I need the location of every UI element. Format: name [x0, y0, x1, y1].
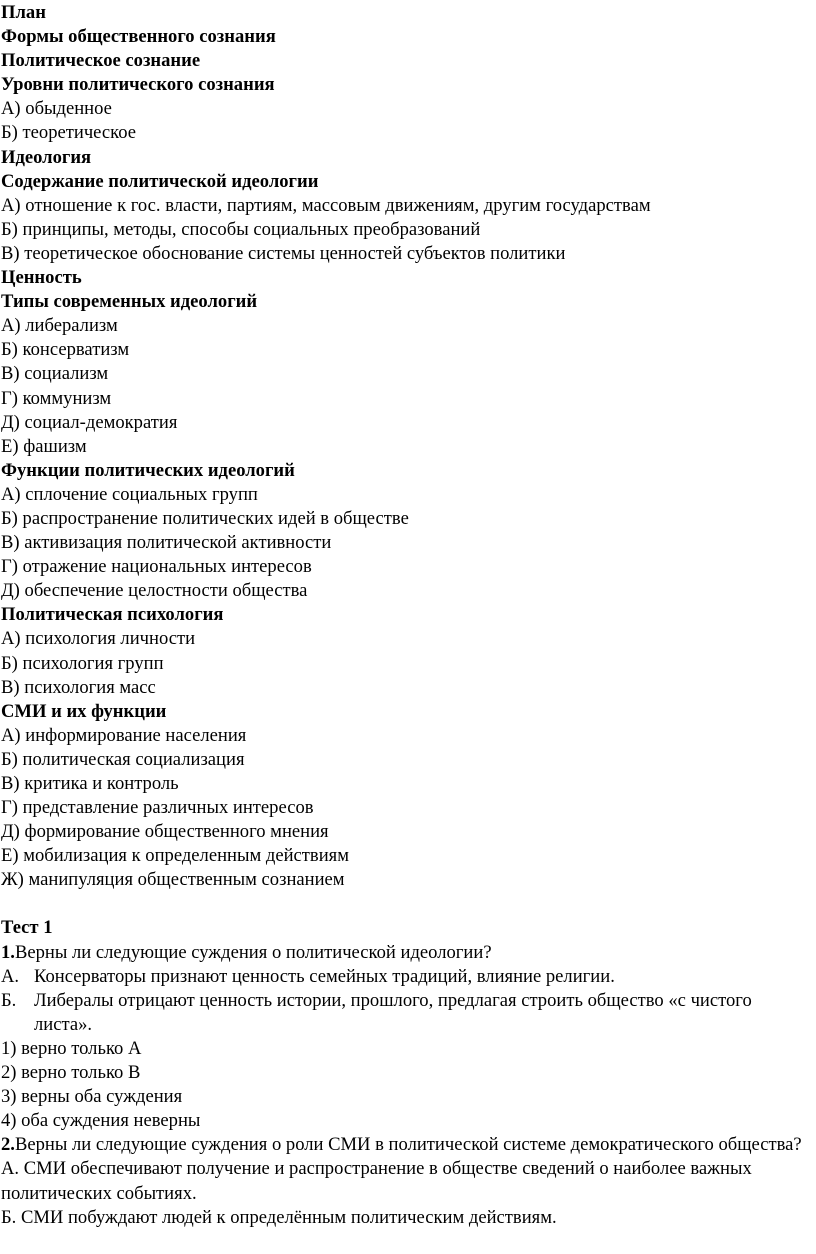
outline-item: Б) психология групп: [1, 652, 164, 674]
statement-a-mark: А.: [1, 965, 20, 987]
outline-item: А) отношение к гос. власти, партиям, массовым движениям, другим государствам: [1, 194, 651, 216]
spacer: [1, 892, 816, 916]
outline-heading: Типы современных идеологий: [1, 291, 258, 313]
outline-heading: Формы общественного сознания: [1, 26, 276, 48]
question-1-statement-b: [1, 989, 814, 1037]
question-1-number: 1.: [1, 941, 15, 963]
question-1-option-4: 4) оба суждения неверны: [1, 1110, 201, 1132]
outline-heading: Уровни политического сознания: [1, 74, 275, 96]
outline-item: Ж) манипуляция общественным сознанием: [1, 869, 345, 891]
question-2-text: Верны ли следующие суждения о роли СМИ в политической системе демократического общества?: [14, 1134, 802, 1156]
outline-heading: Политическое сознание: [1, 50, 201, 72]
question-1-option-1: 1) верно только А: [1, 1037, 142, 1059]
outline-item: Г) представление различных интересов: [1, 797, 314, 819]
outline-item: Г) коммунизм: [1, 387, 112, 409]
outline-item: Б) политическая социализация: [1, 748, 245, 770]
outline-section: [1, 1, 816, 892]
outline-item: А) сплочение социальных групп: [1, 483, 258, 505]
question-2-statement-b: Б. СМИ побуждают людей к определённым политическим действиям.: [1, 1206, 557, 1228]
question-2-number: 2.: [1, 1134, 15, 1156]
outline-heading: СМИ и их функции: [1, 700, 167, 722]
outline-item: Б) принципы, методы, способы социальных преобразований: [1, 218, 481, 240]
outline-item: Б) консерватизм: [1, 339, 130, 361]
outline-heading: План: [1, 2, 46, 23]
outline-item: Д) формирование общественного мнения: [1, 821, 329, 843]
outline-item: А) либерализм: [1, 315, 118, 337]
outline-item: Г) отражение национальных интересов: [1, 556, 312, 578]
outline-item: А) обыденное: [1, 98, 112, 120]
outline-heading: Содержание политической идеологии: [1, 170, 319, 192]
question-2-statement-a: А. СМИ обеспечивают получение и распространение в обществе сведений о наиболее важных политических событиях.: [1, 1158, 752, 1204]
test-title: Тест 1: [1, 917, 53, 939]
outline-heading: Идеология: [1, 146, 92, 168]
question-1: [1, 941, 801, 965]
question-1-statement-a: [1, 965, 816, 989]
question-1-option-3: 3) верны оба суждения: [1, 1086, 183, 1108]
outline-item: В) критика и контроль: [1, 773, 179, 794]
outline-item: Д) социал-демократия: [1, 411, 178, 433]
question-1-text: Верны ли следующие суждения о политической идеологии?: [14, 941, 492, 963]
statement-b-mark: Б.: [1, 989, 17, 1011]
outline-item: А) психология личности: [1, 628, 196, 650]
outline-item: В) социализм: [1, 363, 109, 385]
outline-heading: Ценность: [1, 267, 82, 289]
outline-item: Е) фашизм: [1, 435, 87, 457]
statement-b-text: Либералы отрицают ценность истории, прошлого, предлагая строить общество «с чистого листа».: [34, 989, 752, 1035]
outline-heading: Политическая психология: [1, 604, 224, 626]
outline-item: В) психология масс: [1, 676, 156, 698]
outline-item: А) информирование населения: [1, 724, 247, 746]
question-2: [1, 1133, 813, 1157]
outline-heading: Функции политических идеологий: [1, 459, 295, 481]
outline-item: Д) обеспечение целостности общества: [1, 580, 308, 602]
outline-item: Б) теоретическое: [1, 122, 137, 144]
statement-a-text: Консерваторы признают ценность семейных традиций, влияние религии.: [34, 965, 615, 987]
outline-item: В) теоретическое обоснование системы ценностей субъектов политики: [1, 242, 566, 264]
outline-item: Е) мобилизация к определенным действиям: [1, 845, 349, 867]
question-1-option-2: 2) верно только В: [1, 1062, 141, 1084]
outline-item: В) активизация политической активности: [1, 532, 332, 554]
outline-item: Б) распространение политических идей в обществе: [1, 507, 409, 529]
